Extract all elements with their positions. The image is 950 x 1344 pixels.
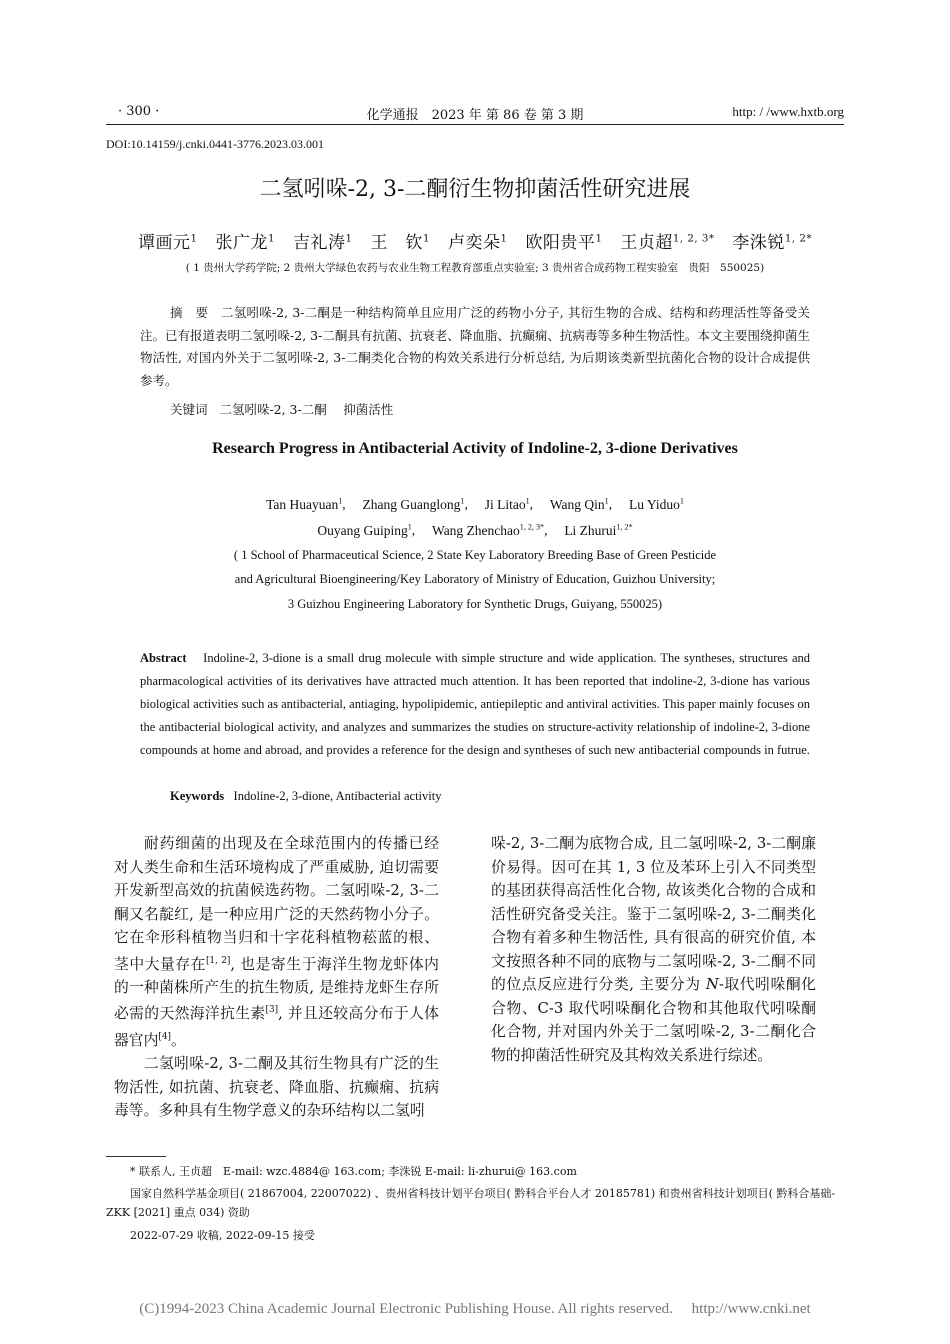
author-affiliation-mark: 1 bbox=[338, 496, 343, 505]
journal-header: 化学通报 2023 年 第 86 卷 第 3 期 bbox=[366, 108, 584, 123]
cn-keywords-text: 二氢吲哚-2, 3-二酮 抑菌活性 bbox=[219, 402, 394, 417]
author-name: Ouyang Guiping$^1$ bbox=[317, 522, 412, 538]
footnote-contact: * 联系人, 王贞超 E-mail: wzc.4884@ 163.com; 李洙锐 E-mail: li-zhurui@ 163.com bbox=[130, 1165, 577, 1178]
author-name: Wang Zhenchao$^{1, 2, 3*}$ bbox=[432, 522, 545, 538]
doi: DOI:10.14159/j.cnki.0441-3776.2023.03.001 bbox=[106, 137, 324, 151]
footnote-dates: 2022-07-29 收稿, 2022-09-15 接受 bbox=[130, 1229, 315, 1242]
page-number: · 300 · bbox=[118, 104, 160, 119]
author-affiliation-mark: 1, 2, 3* bbox=[672, 233, 715, 245]
body-paragraph-2 bbox=[114, 1052, 439, 1123]
en-affiliation-line2: and Agricultural Bioengineering/Key Laboratory of Ministry of Education, Guizhou University; bbox=[234, 572, 716, 586]
en-affiliation-line1: ( 1 School of Pharmaceutical Science, 2 State Key Laboratory Breeding Base of Green Pesticide bbox=[233, 548, 717, 562]
author-affiliation-mark: 1, 2* bbox=[784, 233, 812, 245]
citation: [1, 2] bbox=[205, 955, 231, 966]
body-left-column bbox=[114, 832, 439, 1123]
body-text: , 也是寄生于海洋生物龙虾体内的一种菌株所产生的抗生物质, 是维持龙虾生存所必需的天然海洋抗生素 bbox=[114, 955, 439, 1023]
cn-abstract-text: 二氢吲哚-2, 3-二酮是一种结构简单且应用广泛的药物小分子, 其衍生物的合成、结构和药理活性等备受关注。已有报道表明二氢吲哚-2, 3-二酮具有抗菌、抗衰老、降血脂、抗癫痫、抗病毒等多种生物活性。本文主要围绕抑菌生物活性, 对国内外关于二氢吲哚-2, 3-二酮类化合物的构效关系进行分析总结, 为后期该类新型抗菌化合物的设计合成提供参考。 bbox=[140, 305, 811, 388]
author-affiliation-mark: 1 bbox=[407, 522, 412, 531]
citation: [4] bbox=[158, 1031, 171, 1042]
footnote-rule bbox=[106, 1156, 166, 1157]
en-title: Research Progress in Antibacterial Activity of Indoline-2, 3-dione Derivatives bbox=[212, 440, 738, 457]
author-name: 吉礼涛$^1$ bbox=[292, 233, 353, 253]
body-text: , 并且还较高分布于人体器官内 bbox=[114, 1005, 439, 1049]
author-name: Wang Qin$^1$ bbox=[549, 496, 609, 512]
body-text: 二氢吲哚-2, 3-二酮及其衍生物具有广泛的生物活性, 如抗菌、抗衰老、降血脂、抗癫痫、抗病毒等。多种具有生物学意义的杂环结构以二氢吲 bbox=[114, 1055, 439, 1120]
author-affiliation-mark: 1 bbox=[268, 233, 275, 245]
author-name: 欧阳贵平$^1$ bbox=[525, 233, 603, 253]
en-keywords-label: Keywords bbox=[170, 789, 225, 803]
header-rule bbox=[106, 124, 844, 125]
en-abstract-text: Indoline-2, 3-dione is a small drug molecule with simple structure and wide application. The syntheses, structures and pharmacological activities of its derivatives have attracted much attention. It has been reported that indoline-2, 3-dione has various biological activities such as antibacterial, antiaging, hypolipidemic, antiepileptic and antiviral activities. This paper mainly focuses on the antibacterial biological activity, and analyzes and summarizes the studies on structure-activity relationship of indoline-2, 3-dione compounds at home and abroad, and provides a reference for the design and syntheses of such new antibacterial compounds in futrue. bbox=[140, 651, 810, 757]
cn-authors bbox=[106, 228, 844, 253]
body-text: 耐药细菌的出现及在全球范围内的传播已经对人类生命和生活环境构成了严重威胁, 迫切需要开发新型高效的抗菌候选药物。二氢吲哚-2, 3-二酮又名靛红, 是一种应用广泛的天然药物小分子。它在伞形科植物当归和十字花科植物菘蓝的根、茎中大量存在 bbox=[114, 835, 439, 973]
cn-keywords bbox=[170, 400, 393, 418]
author-affiliation-mark: 1, 2* bbox=[616, 522, 633, 531]
journal-url: http: / /www.hxtb.org bbox=[732, 104, 844, 119]
en-abstract-label: Abstract bbox=[140, 651, 187, 665]
cn-abstract-label: 摘 要 bbox=[170, 305, 209, 320]
author-name: 卢奕朵$^1$ bbox=[447, 233, 508, 253]
en-authors-line2: Ouyang Guiping$^1$, Wang Zhenchao$^{1, 2, 3*}$, Li Zhurui$^{1, 2*}$ bbox=[317, 522, 633, 538]
body-text: 哚-2, 3-二酮为底物合成, 且二氢吲哚-2, 3-二酮廉价易得。因可在其 1, 3 位及苯环上引入不同类型的基团获得高活性化合物, 故该类化合物的合成和活性研究备受关注。鉴于二氢吲哚-2, 3-二酮类化合物有着多种生物活性, 具有很高的研究价值, 本文按照各种不同的底物与二氢吲哚-2, 3-二酮不同的位点反应进行分类, 主要分为 bbox=[491, 835, 816, 993]
body-paragraph-1 bbox=[114, 832, 439, 1052]
cn-abstract bbox=[140, 302, 810, 392]
body-text: -取代吲哚酮化合物、C-3 取代吲哚酮化合物和其他取代吲哚酮化合物, 并对国内外关于二氢吲哚-2, 3-二酮化合物的抑菌活性研究及其构效关系进行综述。 bbox=[491, 976, 816, 1064]
en-keywords bbox=[170, 789, 441, 804]
author-affiliation-mark: 1 bbox=[345, 233, 353, 245]
author-name: Lu Yiduo$^1$ bbox=[628, 496, 684, 512]
cn-keywords-label: 关键词 bbox=[170, 402, 208, 417]
cn-affiliation: ( 1 贵州大学药学院; 2 贵州大学绿色农药与农业生物工程教育部重点实验室; 3 贵州省合成药物工程实验室 贵阳 550025) bbox=[185, 262, 765, 274]
author-name: 王 钦$^1$ bbox=[370, 233, 430, 253]
author-affiliation-mark: 1 bbox=[190, 233, 198, 245]
body-paragraph-3 bbox=[491, 832, 816, 1067]
footnote-funding: 国家自然科学基金项目( 21867004, 22007022) 、贵州省科技计划平台项目( 黔科合平台人才 20185781) 和贵州省科技计划项目( 黔科合基础-ZKK [2021] 重点 034) 资助 bbox=[106, 1187, 836, 1219]
en-keywords-text: Indoline-2, 3-dione, Antibacterial activity bbox=[233, 789, 442, 803]
cn-title: 二氢吲哚-2, 3-二酮衍生物抑菌活性研究进展 bbox=[259, 177, 691, 202]
author-affiliation-mark: 1 bbox=[604, 496, 609, 505]
en-affiliation-line3: 3 Guizhou Engineering Laboratory for Synthetic Drugs, Guiyang, 550025) bbox=[287, 597, 663, 611]
author-name: 王贞超$^{1, 2, 3*}$ bbox=[620, 233, 715, 253]
author-name: Zhang Guanglong$^1$ bbox=[362, 496, 465, 512]
author-name: 李洙锐$^{1, 2*}$ bbox=[732, 233, 812, 253]
author-affiliation-mark: 1 bbox=[460, 496, 465, 505]
author-affiliation-mark: 1 bbox=[679, 496, 684, 505]
citation: [3] bbox=[265, 1005, 279, 1016]
body-right-column bbox=[491, 832, 816, 1067]
body-text: 。 bbox=[170, 1031, 186, 1049]
author-affiliation-mark: 1 bbox=[422, 233, 430, 245]
author-name: Tan Huayuan$^1$ bbox=[266, 496, 343, 512]
en-authors-line1: Tan Huayuan$^1$, Zhang Guanglong$^1$, Ji Litao$^1$, Wang Qin$^1$, Lu Yiduo$^1$ bbox=[266, 496, 684, 512]
author-name: Ji Litao$^1$ bbox=[484, 496, 530, 512]
en-abstract bbox=[140, 647, 810, 762]
author-name: 谭画元$^1$ bbox=[138, 233, 198, 253]
author-affiliation-mark: 1 bbox=[595, 233, 603, 245]
author-affiliation-mark: 1, 2, 3* bbox=[519, 522, 545, 531]
author-name: Li Zhurui$^{1, 2*}$ bbox=[564, 522, 633, 538]
author-affiliation-mark: 1 bbox=[525, 496, 530, 505]
author-name: 张广龙$^1$ bbox=[215, 233, 275, 253]
watermark: (C)1994-2023 China Academic Journal Electronic Publishing House. All rights reserved. http://www.cnki.net bbox=[139, 1301, 811, 1317]
body-text: N bbox=[705, 976, 719, 993]
author-affiliation-mark: 1 bbox=[500, 233, 508, 245]
